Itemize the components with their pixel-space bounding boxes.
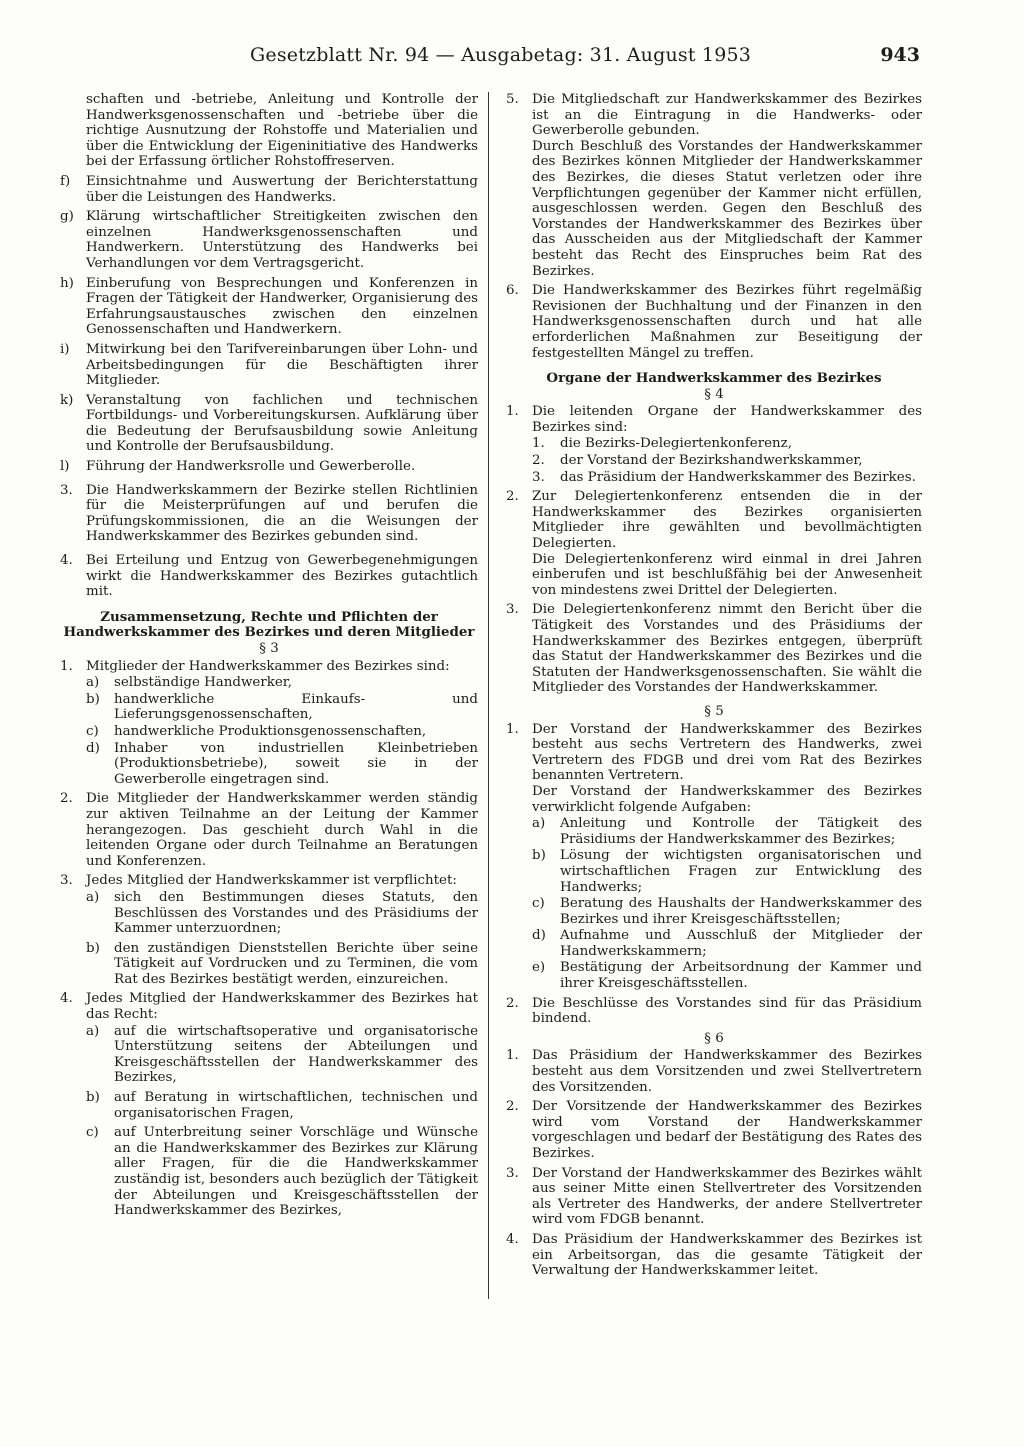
section-number: § 6 xyxy=(704,1030,724,1046)
item-text: Inhaber von industriellen Kleinbetrieben (Produktionsbetriebe), soweit sie in der Gewerberolle eingetragen sind. xyxy=(114,740,478,787)
s5-p1-item-a xyxy=(506,816,922,847)
item-text: Bestätigung der Arbeitsordnung der Kammer und ihrer Kreisgeschäftsstellen. xyxy=(560,960,922,992)
s5-paragraph-2 xyxy=(506,996,922,1027)
item-text: Bei Erteilung und Entzug von Gewerbegenehmigungen wirkt die Handwerkskammer des Bezirkes gutachtlich mit. xyxy=(86,553,478,600)
s5-p1-item-d xyxy=(506,928,922,959)
section-number: § 3 xyxy=(259,641,279,656)
item-marker: 3. xyxy=(532,469,545,485)
left-column xyxy=(60,92,478,1223)
item-text: Die Mitglieder der Handwerkskammer werden ständig zur aktiven Teilnahme an der Leitung der Kammer herangezogen. Das geschieht durch Wahl in die leitenden Organe oder durch Teilnahme an Beratungen und Konferenzen. xyxy=(86,791,478,869)
s6-paragraph-4 xyxy=(506,1232,922,1279)
s4-paragraph-2-continued: Die Delegiertenkonferenz wird einmal in drei Jahren einberufen und ist beschlußfähig bei der Anwesenheit von mindestens zwei Drittel der Delegierten. xyxy=(532,551,922,598)
item-marker: 4. xyxy=(60,991,73,1007)
item-text: Einsichtnahme und Auswertung der Berichterstattung über die Leistungen des Handwerks. xyxy=(86,173,478,205)
item-text: Die Handwerkskammer des Bezirkes führt regelmäßig Revisionen der Buchhaltung und der Finanzen in den Handwerksgenossenschaften durch und hat alle erforderlichen Maßnahmen zur Beseitigung der festgestellten Mängel zu treffen. xyxy=(532,283,922,361)
intro-paragraph: schaften und -betriebe, Anleitung und Kontrolle der Handwerksgenossenschaften und -betriebe über die richtige Ausnutzung der Rohstoffe und Materialien und über die Entwicklung der Eigeninitiative des Handwerks bei der Erfassung örtlicher Rohstoffreserven. xyxy=(86,92,478,170)
list-item-k xyxy=(60,393,478,455)
s5-paragraph-1 xyxy=(506,722,922,784)
paragraph-4 xyxy=(60,553,478,600)
item-marker: l) xyxy=(60,459,70,475)
item-marker: 3. xyxy=(506,602,519,618)
item-marker: 4. xyxy=(60,553,73,569)
s3-p1-item-a xyxy=(60,675,478,691)
item-text: Einberufung von Besprechungen und Konferenzen in Fragen der Tätigkeit der Handwerker, Organisierung des Erfahrungsaustausches zwischen den einzelnen Genossenschaften und Handwerkern. xyxy=(86,275,478,338)
s4-p1-item-1 xyxy=(506,436,922,452)
s5-paragraph-1-continued: Der Vorstand der Handwerkskammer des Bezirkes verwirklicht folgende Aufgaben: xyxy=(532,783,922,815)
s3-p4-item-b xyxy=(60,1090,478,1121)
page-header xyxy=(250,44,920,74)
item-marker: b) xyxy=(532,848,546,864)
s3-paragraph-4 xyxy=(60,991,478,1022)
item-marker: 2. xyxy=(506,1099,519,1115)
item-marker: 6. xyxy=(506,283,519,299)
item-text: Das Präsidium der Handwerkskammer des Bezirkes ist ein Arbeitsorgan, das die gesamte Tätigkeit der Verwaltung der Handwerkskammer leitet. xyxy=(532,1231,922,1279)
s6-paragraph-2 xyxy=(506,1099,922,1161)
paragraph-3 xyxy=(60,483,478,545)
item-marker: a) xyxy=(532,816,546,832)
item-text: handwerkliche Einkaufs- und Lieferungsgenossenschaften, xyxy=(114,691,478,723)
item-marker: a) xyxy=(86,889,100,905)
s2-paragraph-5-continued: Durch Beschluß des Vorstandes der Handwerkskammer des Bezirkes können Mitglieder der Handwerkskammer des Bezirkes, die dieses Statut verletzen oder ihre Verpflichtungen gegenüber der Kammer nicht erfüllen, ausgeschlossen werden. Gegen den Beschluß des Vorstandes der Handwerkskammer des Bezirkes über das Ausscheiden aus der Mitgliedschaft der Kammer besteht das Recht des Einspruches beim Rat des Bezirkes. xyxy=(532,138,922,279)
item-marker: b) xyxy=(86,940,100,956)
list-item-l xyxy=(60,459,478,475)
s4-paragraph-1 xyxy=(506,404,922,435)
item-text: Der Vorsitzende der Handwerkskammer des Bezirkes wird vom Vorstand der Handwerkskammer vorgeschlagen und bedarf der Bestätigung des Rates des Bezirkes. xyxy=(532,1099,922,1161)
item-text: Führung der Handwerksrolle und Gewerberolle. xyxy=(86,459,416,475)
item-text: den zuständigen Dienststellen Berichte über seine Tätigkeit auf Vordrucken und zu Terminen, die vom Rat des Bezirkes bestätigt werden, einzureichen. xyxy=(114,940,478,987)
section-number: § 5 xyxy=(704,703,724,719)
s5-p1-item-e xyxy=(506,960,922,991)
item-text: Klärung wirtschaftlicher Streitigkeiten zwischen den einzelnen Handwerksgenossenschaften und Handwerkern. Unterstützung des Handwerks bei Verhandlungen vor dem Vertragsgericht. xyxy=(86,209,478,271)
s4-p1-item-3 xyxy=(506,470,922,486)
item-text: Jedes Mitglied der Handwerkskammer des Bezirkes hat das Recht: xyxy=(86,991,478,1023)
item-marker: c) xyxy=(86,723,99,739)
s3-p1-item-b xyxy=(60,692,478,723)
item-marker: i) xyxy=(60,341,70,357)
item-marker: b) xyxy=(86,691,100,707)
s4-paragraph-2 xyxy=(506,489,922,551)
item-text: auf die wirtschaftsoperative und organisatorische Unterstützung seitens der Abteilungen und Kreisgeschäftsstellen der Handwerkskammer des Bezirkes, xyxy=(114,1023,478,1086)
item-text: Mitglieder der Handwerkskammer des Bezirkes sind: xyxy=(86,658,450,674)
item-marker: f) xyxy=(60,173,71,189)
item-marker: 1. xyxy=(60,658,73,674)
item-marker: 3. xyxy=(506,1165,519,1181)
item-marker: 4. xyxy=(506,1231,519,1247)
s3-paragraph-3 xyxy=(60,873,478,889)
item-text: Die Mitgliedschaft zur Handwerkskammer des Bezirkes ist an die Eintragung in die Handwerks- oder Gewerberolle gebunden. xyxy=(532,92,922,139)
item-marker: 1. xyxy=(506,1048,519,1064)
item-marker: 1. xyxy=(506,404,519,420)
s6-paragraph-3 xyxy=(506,1166,922,1228)
item-marker: e) xyxy=(532,960,546,976)
s3-p4-item-a xyxy=(60,1024,478,1086)
item-text: Das Präsidium der Handwerkskammer des Bezirkes besteht aus dem Vorsitzenden und zwei Stellvertretern des Vorsitzenden. xyxy=(532,1048,922,1095)
item-marker: 5. xyxy=(506,92,519,107)
item-text: Jedes Mitglied der Handwerkskammer ist verpflichtet: xyxy=(86,873,457,889)
s2-paragraph-5 xyxy=(506,92,922,139)
s2-paragraph-6 xyxy=(506,283,922,361)
right-column xyxy=(506,92,922,1283)
item-text: Mitwirkung bei den Tarifvereinbarungen über Lohn- und Arbeitsbedingungen für die Beschäftigten ihrer Mitglieder. xyxy=(86,341,478,389)
item-marker: 1. xyxy=(506,721,519,737)
item-text: Veranstaltung von fachlichen und technischen Fortbildungs- und Vorbereitungskursen. Aufklärung über die Bedeutung der Berufsausbildung sowie Anleitung und Kontrolle der Berufsausbildung. xyxy=(86,392,478,455)
item-marker: g) xyxy=(60,209,74,225)
item-text: Die Delegiertenkonferenz nimmt den Bericht über die Tätigkeit des Vorstandes und des Präsidiums der Handwerkskammer des Bezirkes entgegen, überprüft das Statut der Handwerkskammer des Bezirkes und die Statuten der Handwerksgenossenschaften. Sie wählt die Mitglieder des Vorstandes der Handwerkskammer. xyxy=(532,602,922,696)
s3-paragraph-1 xyxy=(60,659,478,675)
item-text: auf Beratung in wirtschaftlichen, technischen und organisatorischen Fragen, xyxy=(114,1090,478,1121)
list-item-i xyxy=(60,342,478,389)
item-text: Beratung des Haushalts der Handwerkskammer des Bezirkes und ihrer Kreisgeschäftsstellen; xyxy=(560,896,922,927)
item-marker: 1. xyxy=(532,436,545,452)
item-text: Die Handwerkskammern der Bezirke stellen Richtlinien für die Meisterprüfungen auf und berufen die Prüfungskommissionen, die an die Weisungen der Handwerkskammer des Bezirkes gebunden sind. xyxy=(86,482,478,545)
s3-p3-item-b xyxy=(60,941,478,988)
item-marker: c) xyxy=(86,1125,99,1141)
item-text: handwerkliche Produktionsgenossenschaften, xyxy=(114,723,427,739)
item-text: Die leitenden Organe der Handwerkskammer des Bezirkes sind: xyxy=(532,404,922,435)
header-title: Gesetzblatt Nr. 94 — Ausgabetag: 31. August 1953 xyxy=(250,44,752,66)
column-divider xyxy=(488,92,489,1299)
section-number: § 4 xyxy=(704,386,724,402)
section-heading: Organe der Handwerkskammer des Bezirkes xyxy=(546,370,882,387)
item-text: der Vorstand der Bezirkshandwerkskammer, xyxy=(560,453,863,469)
item-marker: 2. xyxy=(506,995,519,1011)
s3-p1-item-d xyxy=(60,741,478,788)
item-marker: 2. xyxy=(60,791,73,807)
item-marker: 3. xyxy=(60,873,73,889)
item-marker: a) xyxy=(86,1023,100,1039)
item-text: Der Vorstand der Handwerkskammer des Bezirkes besteht aus sechs Vertretern des Handwerks, zwei Vertretern des FDGB und drei vom Rat des Bezirkes benannten Vertretern. xyxy=(532,721,922,784)
item-text: Anleitung und Kontrolle der Tätigkeit des Präsidiums der Handwerkskammer des Bezirkes; xyxy=(560,816,922,847)
s4-paragraph-3 xyxy=(506,602,922,696)
item-marker: c) xyxy=(532,896,545,912)
item-marker: 2. xyxy=(506,489,519,505)
item-text: Lösung der wichtigsten organisatorischen und wirtschaftlichen Fragen zur Entwicklung des Handwerks; xyxy=(560,848,922,895)
item-marker: 3. xyxy=(60,482,73,498)
item-marker: d) xyxy=(532,928,546,944)
item-text: auf Unterbreitung seiner Vorschläge und Wünsche an die Handwerkskammer des Bezirkes zur Klärung aller Fragen, für die die Handwerkskammer zuständig ist, besonders auch bezüglich der Tätigkeit der Abteilungen und Kreisgeschäftsstellen der Handwerkskammer des Bezirkes, xyxy=(114,1125,478,1219)
item-text: die Bezirks-Delegiertenkonferenz, xyxy=(560,436,792,452)
list-item-h xyxy=(60,276,478,338)
item-text: das Präsidium der Handwerkskammer des Bezirkes. xyxy=(560,469,916,485)
s4-p1-item-2 xyxy=(506,453,922,469)
item-text: selbständige Handwerker, xyxy=(114,675,292,691)
item-marker: 2. xyxy=(532,453,545,469)
item-marker: b) xyxy=(86,1090,100,1106)
list-item-f xyxy=(60,174,478,205)
item-marker: k) xyxy=(60,392,74,408)
item-marker: a) xyxy=(86,675,100,691)
item-text: Aufnahme und Ausschluß der Mitglieder der Handwerkskammern; xyxy=(560,928,922,959)
list-item-g xyxy=(60,209,478,271)
s3-p1-item-c xyxy=(60,724,478,740)
s3-paragraph-2 xyxy=(60,791,478,869)
item-text: Zur Delegiertenkonferenz entsenden die in der Handwerkskammer des Bezirkes organisierten Mitglieder ihre gewählten und bevollmächtigten Delegierten. xyxy=(532,489,922,552)
item-text: Die Beschlüsse des Vorstandes sind für das Präsidium bindend. xyxy=(532,995,922,1027)
item-text: sich den Bestimmungen dieses Statuts, den Beschlüssen des Vorstandes und des Präsidiums der Kammer unterzuordnen; xyxy=(114,889,478,937)
s3-p4-item-c xyxy=(60,1125,478,1219)
page-number: 943 xyxy=(880,44,920,66)
s3-p3-item-a xyxy=(60,890,478,937)
s5-p1-item-c xyxy=(506,896,922,927)
item-marker: h) xyxy=(60,275,74,291)
s5-p1-item-b xyxy=(506,848,922,895)
section-heading: Zusammensetzung, Rechte und Pflichten der Handwerkskammer des Bezirkes und deren Mitglieder xyxy=(63,608,475,641)
s6-paragraph-1 xyxy=(506,1048,922,1095)
item-text: Der Vorstand der Handwerkskammer des Bezirkes wählt aus seiner Mitte einen Stellvertreter des Vorsitzenden als Vertreter des Handwerks, der andere Stellvertreter wird vom FDGB benannt. xyxy=(532,1165,922,1228)
item-marker: d) xyxy=(86,740,100,756)
